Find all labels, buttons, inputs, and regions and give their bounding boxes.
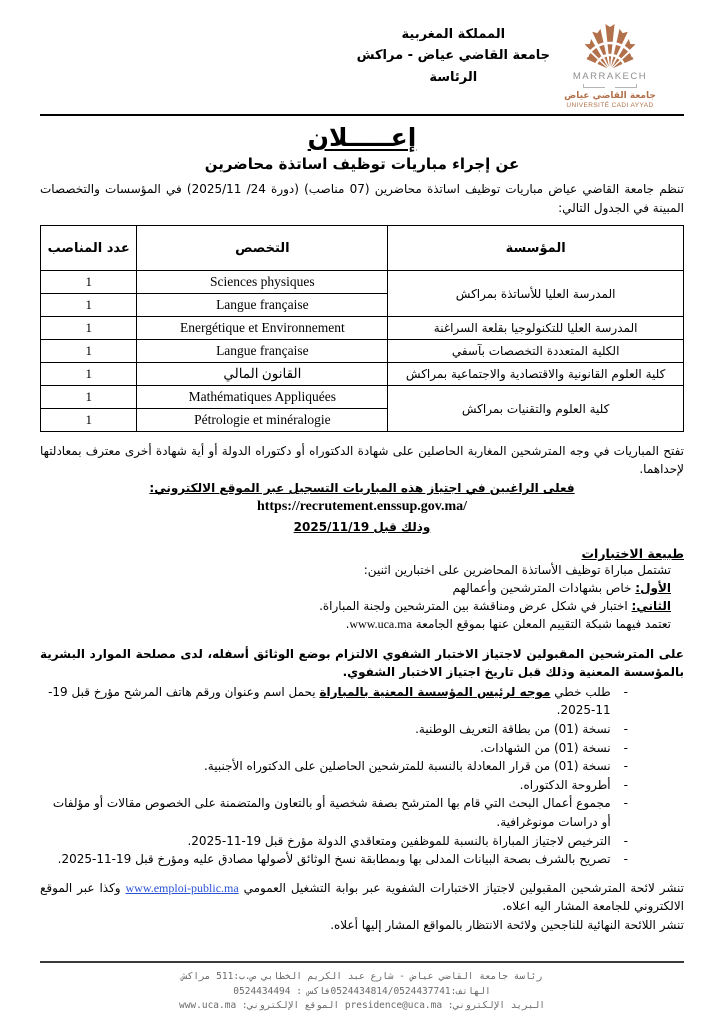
specialty-cell: Langue française [137,340,388,363]
count-cell: 1 [41,271,137,294]
list-item [40,850,628,869]
phone-label: الهاتف: [450,985,491,997]
university-website-text: www.uca.ma [349,616,412,631]
col-institution: المؤسسة [388,226,684,271]
table-row [41,317,684,340]
doc-item-text: أطروحة الدكتوراه. [519,777,611,792]
doc-item-bold: موجه لرئيس المؤسسة المعنية بالمباراة [319,684,551,699]
dash-bullet: - [623,740,628,755]
exam-first-text: خاص بشهادات المترشحين وأعمالهم [452,580,636,595]
specialty-cell: Langue française [137,294,388,317]
dash-bullet: - [623,684,628,699]
institution-cell: الكلية المتعددة التخصصات بآسفي [388,340,684,363]
exams-intro-line: تشتمل مباراة توظيف الأساتذة المحاضرين على اختبارين اثنين: [363,562,671,577]
university-logo [564,20,656,109]
publication-paragraph [40,879,684,916]
dash-bullet: - [623,777,628,792]
website-label: الموقع الإلكتروني: [236,1000,345,1012]
grading-grid-text: تعتمد فيهما شبكة التقييم المعلن عنها بموقع الجامعة [411,616,671,631]
email-label: البريد الإلكتروني: [442,1000,546,1012]
doc-item-text: نسخة (01) من بطاقة التعريف الوطنية. [415,721,611,736]
count-cell: 1 [41,386,137,409]
logo-french-name: UNIVERSITÉ CADI AYYAD [566,102,654,109]
dash-bullet: - [623,796,628,811]
table-row [41,386,684,409]
presidency-line: الرئاسة [429,69,478,85]
specialty-cell: Energétique et Environnement [137,317,388,340]
exam-second-label: الثاني: [631,598,671,613]
grading-grid-period: . [345,616,350,631]
doc-item-text: تصريح بالشرف بصحة البيانات المدلى بها وبمطابقة نسخ الوثائق لأصولها مصادق عليه ومؤرخ قبل 19-11-2025. [57,852,611,867]
header-divider [40,114,684,116]
dash-bullet: - [623,852,628,867]
doc-item-text: مجموع أعمال البحث التي قام بها المترشح بصفة شخصية أو بالتعاون والمتضمنة على الخصوص مقالات أو مؤلفات أو دراسات مونوغرافية. [52,796,611,829]
count-cell: 1 [41,340,137,363]
footer-contact-line [40,999,684,1014]
table-row [41,363,684,386]
palm-fan-icon [570,20,650,70]
exam-second-text: اختبار في شكل عرض ومناقشة بين المترشحين ولجنة المباراة. [319,598,632,613]
page-subtitle: عن إجراء مباريات توظيف اساتذة محاضرين [204,155,520,173]
specialty-cell: Pétrologie et minéralogie [137,409,388,432]
doc-item-text: نسخة (01) من الشهادات. [480,740,611,755]
footer-address-line: رئاسة جامعة القاضي عياض - شارع عبد الكريم الخطابي ص.ب:511 مراكش [181,970,543,982]
documents-paragraph: على المترشحين المقبولين لاجتياز الاختبار الشفوي الالتزام بوضع الوثائق أسفله، لدى مصلحة الموارد البشرية بالمؤسسة المعنية وذلك قبل تاريخ اجتياز الاختبار الشفوي. [40,646,684,679]
logo-arabic-name: جامعة القاضي عياض [564,91,656,101]
publication-post-text: وكذا عبر الموقع الالكتروني للجامعة المشار اليه اعلاه. [40,880,684,914]
list-item [40,739,628,758]
positions-table [40,225,684,432]
intro-paragraph: تنظم جامعة القاضي عياض مباريات توظيف اساتذة محاضرين (07 مناصب) (دورة 24/ 2025/11) في المؤسسات والتخصصات المبينة في الجدول التالي: [40,182,685,215]
kingdom-line: المملكة المغربية [401,27,506,42]
institution-cell: كلية العلوم القانونية والاقتصادية والاجتماعية بمراكش [388,363,684,386]
logo-city-label: MARRAKECH [572,71,648,82]
page-title: إعـــــلان [307,123,417,152]
logo-bracket-rule [583,84,637,88]
letterhead-text [357,24,550,88]
list-item [40,720,628,739]
registration-url: https://recrutement.enssup.gov.ma/ [256,499,468,515]
university-line: جامعة القاضي عياض - مراكش [356,48,550,64]
institution-cell: المدرسة العليا للتكنولوجيا بقلعة السراغنة [388,317,684,340]
dash-bullet: - [623,833,628,848]
phone-numbers: 0524434814/0524437741 [330,985,451,997]
exam-first-line [40,579,684,597]
table-row [41,340,684,363]
email-address: presidence@uca.ma [344,1000,443,1012]
website-address: www.uca.ma [178,1000,237,1012]
specialty-cell: القانون المالي [137,363,388,386]
footer-phone-line [40,985,684,1000]
specialty-cell: Sciences physiques [137,271,388,294]
exam-second-line [40,597,684,615]
table-header-row [41,226,684,271]
document-header [40,20,684,109]
dash-bullet: - [623,759,628,774]
list-item [40,776,628,795]
list-item [40,683,628,720]
eligibility-paragraph: تفتح المباريات في وجه المترشحين المغاربة الحاصلين على شهادة الدكتوراه أو دكتوراه الدولة أو أية شهادة أخرى معترف بمعادلتها لإحداهما. [40,444,684,477]
registration-deadline: وذلك قبل 2025/11/19 [293,519,431,534]
fax-label: فاكس : [290,985,331,997]
doc-item-pre: طلب خطي [550,684,611,699]
col-specialty: التخصص [137,226,388,271]
list-item [40,757,628,776]
count-cell: 1 [41,317,137,340]
list-item [40,794,628,831]
exams-section-heading: طبيعة الاختبارات [581,545,684,561]
document-footer [40,961,684,1024]
count-cell: 1 [41,363,137,386]
fax-number: 0524434494 [233,985,291,997]
doc-item-text: الترخيص لاجتياز المباراة بالنسبة للموظفين ومتعاقدي الدولة مؤرخ قبل 19-11-2025. [187,833,611,848]
institution-cell: كلية العلوم والتقنيات بمراكش [388,386,684,432]
institution-cell: المدرسة العليا للأساتذة بمراكش [388,271,684,317]
doc-item-post: يحمل اسم وعنوان ورقم هاتف المرشح مؤرخ قبل 19-11-2025. [48,684,611,718]
exam-first-label: الأول: [635,580,671,595]
grading-grid-line [40,615,684,633]
publication-pre-text: تنشر لائحة المترشحين المقبولين لاجتياز الاختبارات الشفوية عبر بوابة التشغيل العمومي [238,880,684,895]
final-list-paragraph: تنشر اللائحة النهائية للناجحين ولائحة الانتظار بالمواقع المشار إليها أعلاه. [330,917,684,932]
list-item [40,832,628,851]
table-row [41,271,684,294]
col-positions: عدد المناصب [41,226,137,271]
dash-bullet: - [623,721,628,736]
specialty-cell: Mathématiques Appliquées [137,386,388,409]
emploi-public-link[interactable]: www.emploi-public.ma [125,880,239,895]
registration-instruction: فعلى الراغبين في اجتياز هذه المباريات التسجيل عبر الموقع الالكتروني: [149,481,575,496]
count-cell: 1 [41,409,137,432]
doc-item-text: نسخة (01) من قرار المعادلة بالنسبة للمترشحين الحاصلين على الدكتوراه الأجنبية. [203,759,611,774]
documents-list [40,683,684,869]
count-cell: 1 [41,294,137,317]
